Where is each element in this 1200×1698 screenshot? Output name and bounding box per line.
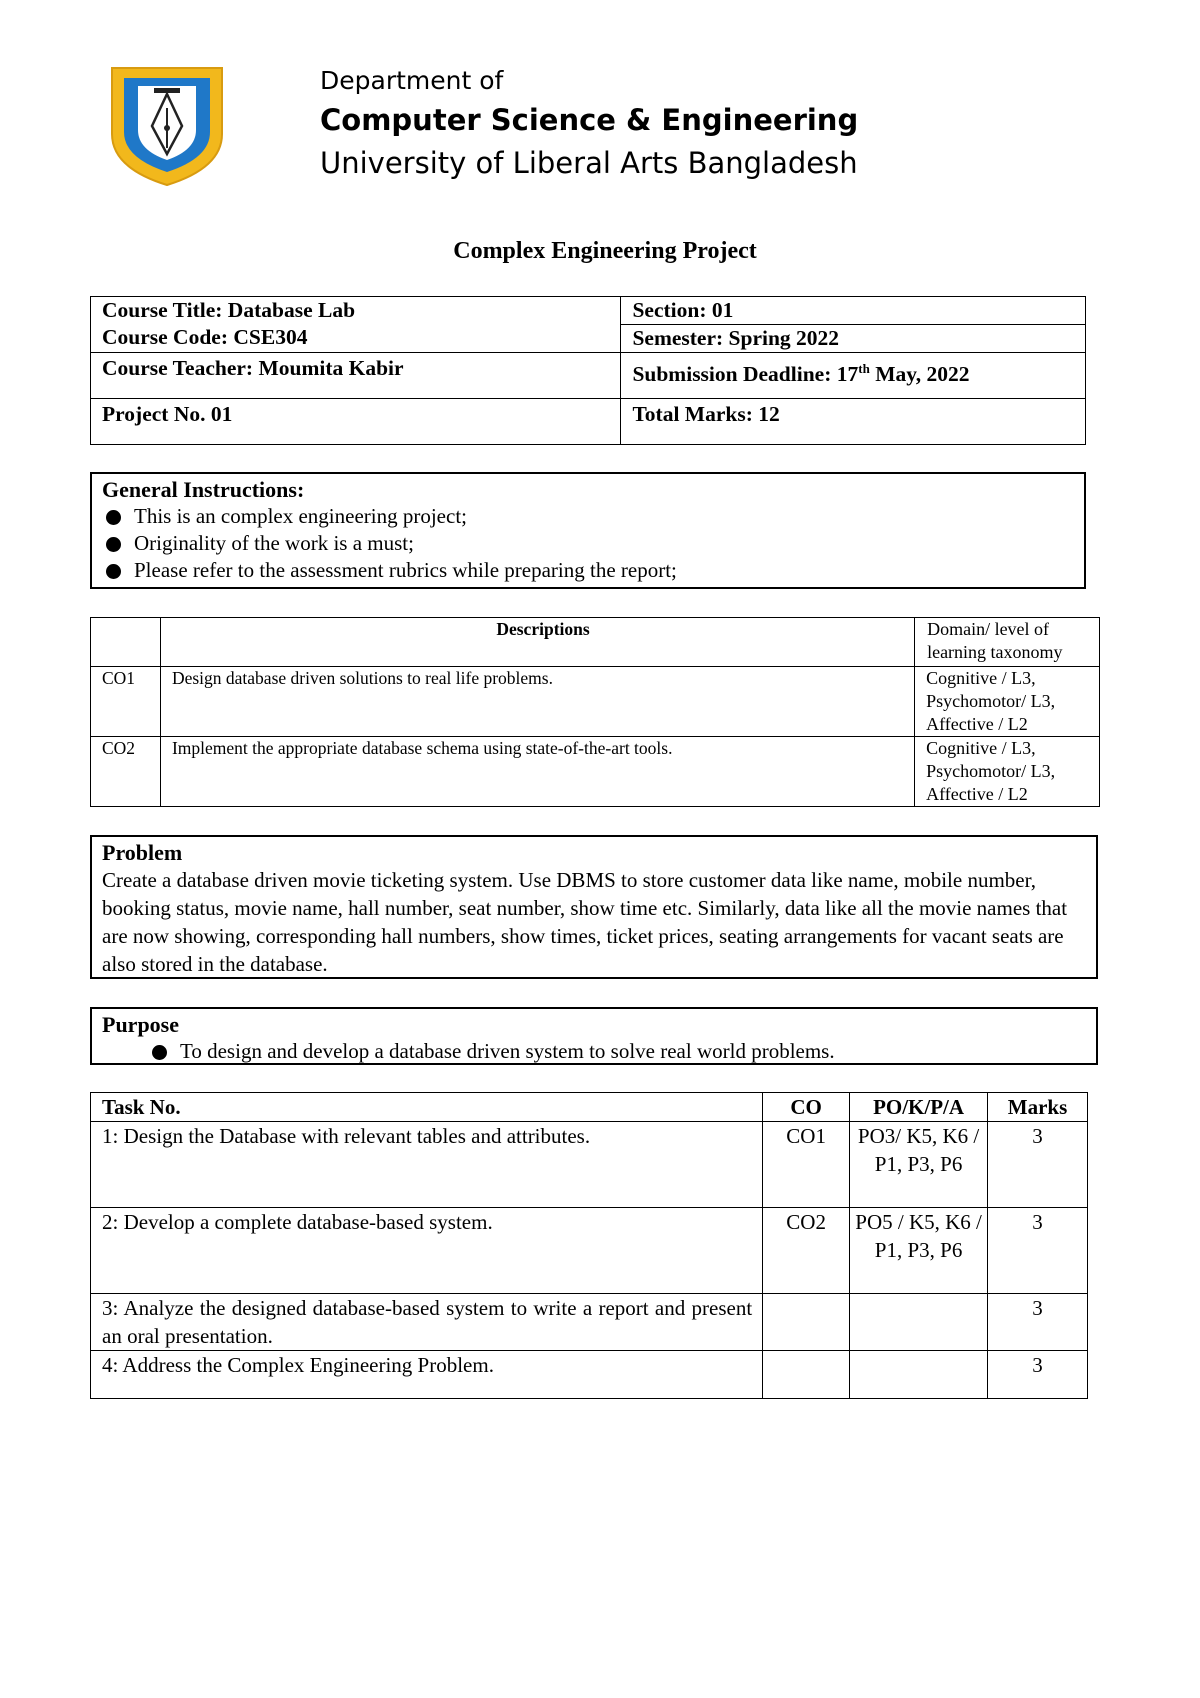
co-code: CO2 xyxy=(91,737,161,807)
task-co: CO1 xyxy=(763,1122,850,1208)
submission-deadline xyxy=(621,353,1086,399)
co-header-domain: Domain/ level of learning taxonomy xyxy=(915,618,1100,667)
co-header-blank xyxy=(91,618,161,667)
total-marks: Total Marks: 12 xyxy=(621,399,1086,445)
co-header-descriptions: Descriptions xyxy=(160,618,914,667)
department-name: Computer Science & Engineering xyxy=(320,103,859,137)
general-instructions-heading: General Instructions: xyxy=(102,477,305,502)
task-description: 3: Analyze the designed database-based system to write a report and present an oral presentation. xyxy=(91,1294,763,1351)
purpose-list xyxy=(102,1038,1086,1065)
task-co: CO2 xyxy=(763,1208,850,1294)
task-description: 1: Design the Database with relevant tables and attributes. xyxy=(91,1122,763,1208)
task-description: 4: Address the Complex Engineering Problem. xyxy=(91,1351,763,1399)
task-co xyxy=(763,1351,850,1399)
general-instructions-box xyxy=(90,472,1086,589)
task-marks: 3 xyxy=(988,1122,1088,1208)
table-row xyxy=(91,1208,1088,1294)
task-table xyxy=(90,1092,1088,1399)
task-pokpa: PO5 / K5, K6 / P1, P3, P6 xyxy=(850,1208,988,1294)
co-code: CO1 xyxy=(91,667,161,737)
department-label: Department of xyxy=(320,66,504,95)
purpose-box xyxy=(90,1007,1098,1065)
semester: Semester: Spring 2022 xyxy=(621,325,1086,353)
list-item: To design and develop a database driven system to solve real world problems. xyxy=(180,1038,1086,1065)
co-domain: Cognitive / L3, Psychomotor/ L3, Affective / L2 xyxy=(915,667,1100,737)
course-outcomes-table xyxy=(90,617,1100,807)
course-teacher: Course Teacher: Moumita Kabir xyxy=(91,353,621,399)
task-pokpa: PO3/ K5, K6 / P1, P3, P6 xyxy=(850,1122,988,1208)
general-instructions-list xyxy=(102,503,1074,584)
task-header-pokpa: PO/K/P/A xyxy=(850,1093,988,1122)
section: Section: 01 xyxy=(621,297,1086,325)
course-title: Course Title: Database Lab xyxy=(102,298,356,322)
university-logo xyxy=(108,64,226,188)
task-marks: 3 xyxy=(988,1208,1088,1294)
table-row xyxy=(91,737,1100,807)
table-row xyxy=(91,1122,1088,1208)
bullet-icon xyxy=(152,1045,167,1060)
task-pokpa xyxy=(850,1351,988,1399)
list-item: Please refer to the assessment rubrics while preparing the report; xyxy=(134,557,1074,584)
deadline-superscript: th xyxy=(858,361,870,376)
task-header-marks: Marks xyxy=(988,1093,1088,1122)
table-row xyxy=(91,1294,1088,1351)
purpose-heading: Purpose xyxy=(102,1012,179,1037)
co-description: Implement the appropriate database schema using state-of-the-art tools. xyxy=(160,737,914,807)
bullet-icon xyxy=(106,537,121,552)
deadline-suffix: May, 2022 xyxy=(869,362,970,387)
table-row xyxy=(91,1351,1088,1399)
course-info-table xyxy=(90,296,1086,445)
task-marks: 3 xyxy=(988,1294,1088,1351)
task-header-co: CO xyxy=(763,1093,850,1122)
list-item: This is an complex engineering project; xyxy=(134,503,1074,530)
list-item: Originality of the work is a must; xyxy=(134,530,1074,557)
document-title: Complex Engineering Project xyxy=(453,238,757,264)
co-description: Design database driven solutions to real life problems. xyxy=(160,667,914,737)
university-name: University of Liberal Arts Bangladesh xyxy=(320,146,858,180)
task-pokpa xyxy=(850,1294,988,1351)
problem-box xyxy=(90,835,1098,979)
project-number: Project No. 01 xyxy=(91,399,621,445)
course-code: Course Code: CSE304 xyxy=(102,325,308,349)
deadline-prefix: Submission Deadline: 17 xyxy=(632,362,859,387)
task-marks: 3 xyxy=(988,1351,1088,1399)
task-header-task: Task No. xyxy=(91,1093,763,1122)
table-row xyxy=(91,667,1100,737)
bullet-icon xyxy=(106,510,121,525)
problem-text: Create a database driven movie ticketing system. Use DBMS to store customer data like name, mobile number, booking status, movie name, hall number, seat number, show time etc. Similarly, data like all the movie names that are now showing, corresponding hall numbers, show times, ticket prices, seating arrangements for vacant seats are also stored in the database. xyxy=(102,868,1068,976)
bullet-icon xyxy=(106,564,121,579)
co-domain: Cognitive / L3, Psychomotor/ L3, Affective / L2 xyxy=(915,737,1100,807)
course-title-cell xyxy=(91,297,621,353)
problem-heading: Problem xyxy=(102,840,183,865)
task-description: 2: Develop a complete database-based system. xyxy=(91,1208,763,1294)
task-co xyxy=(763,1294,850,1351)
